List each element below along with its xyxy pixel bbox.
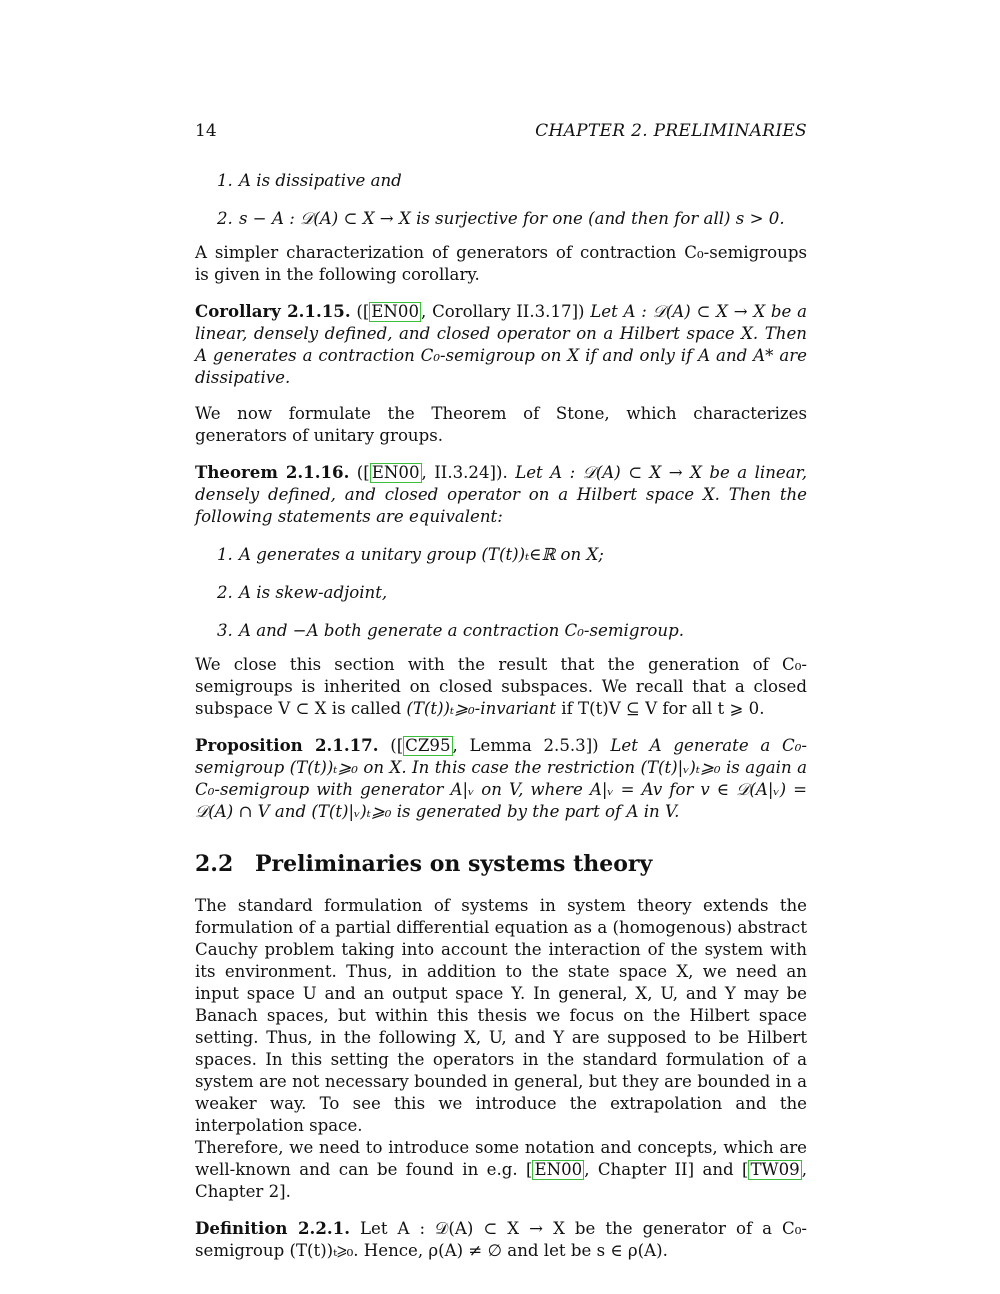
citation-link[interactable]: EN00 [534, 1160, 583, 1179]
page-number: 14 [195, 121, 217, 141]
definition-label: Definition 2.2.1. [195, 1218, 350, 1238]
paragraph: We now formulate the Theorem of Stone, which characterizes generators of unitary groups. [195, 404, 807, 445]
paragraph: Therefore, we need to introduce some notation and concepts, which are well-known and can be found in e.g. [ EN00 , Chapter II] and [ TW09 , Chapter 2]. [195, 1138, 807, 1201]
section-heading [195, 853, 807, 875]
definition-text: Let A : 𝒟(A) ⊂ X → X be the generator of a C₀-semigroup (T(t))ₜ⩾₀. Hence, ρ(A) ≠ ∅ and let be s ∈ ρ(A). [195, 1219, 807, 1260]
theorem-text: Let A : 𝒟(A) ⊂ X → X be a linear, densely defined, and closed operator on a Hilbert space X. Then the following statements are equivalent: [195, 463, 807, 526]
section-number: 2.2 [195, 851, 234, 877]
corollary-2-1-15: Corollary 2.1.15. ([ EN00 , Corollary II.3.17]) Let A : 𝒟(A) ⊂ X → X be a linear, densely defined, and closed operator on a Hilbert space X. Then A generates a contraction C₀-semigroup on X if and only if A and A* are dissipative. [195, 301, 807, 387]
list-item: 1. A is dissipative and [217, 171, 402, 190]
paragraph: The standard formulation of systems in system theory extends the formulation of a partial differential equation as a (homogenous) abstract Cauchy problem taking into account the interaction of the system with its environment. Thus, in addition to the state space X, we need an input space U and an output space Y. In general, X, U, and Y may be Banach spaces, but within this thesis we focus on the Hilbert space setting. Thus, in the following X, U, and Y are supposed to be Hilbert spaces. In this setting the operators in the standard formulation of a system are not necessary bounded in general, but they are bounded in a weaker way. To see this we introduce the extrapolation and the interpolation space. [195, 896, 807, 1135]
list-item: 1. A generates a unitary group (T(t))ₜ∈ℝ on X; [217, 545, 604, 564]
citation-link[interactable]: CZ95 [405, 736, 451, 755]
list-item: 2. A is skew-adjoint, [217, 583, 388, 602]
theorem-2-1-16: Theorem 2.1.16. ([ EN00 , II.3.24]). Let A : 𝒟(A) ⊂ X → X be a linear, densely defined, and closed operator on a Hilbert space X. Then the following statements are equivalent: [195, 462, 807, 526]
proposition-text: Let A generate a C₀-semigroup (T(t))ₜ⩾₀ on X. In this case the restriction (T(t)|ᵥ)ₜ⩾₀ is again a C₀-semigroup with generator A|ᵥ on V, where A|ᵥ = Av for v ∈ 𝒟(A|ᵥ) = 𝒟(A) ∩ V and (T(t)|ᵥ)ₜ⩾₀ is generated by the part of A in V. [195, 736, 807, 821]
citation-link[interactable]: TW09 [750, 1160, 800, 1179]
paragraph: A simpler characterization of generators of contraction C₀-semigroups is given in the following corollary. [195, 243, 807, 284]
paragraph: We close this section with the result that the generation of C₀-semigroups is inherited on closed subspaces. We recall that a closed subspace V ⊂ X is called (T(t))ₜ⩾₀-invariant if T(t)V ⊆ V for all t ⩾ 0. [195, 655, 807, 718]
stone-equivalence-list [195, 544, 807, 642]
chapter-title: CHAPTER 2. PRELIMINARIES [535, 121, 807, 141]
section-title: Preliminaries on systems theory [255, 851, 653, 877]
citation-link[interactable]: EN00 [371, 302, 420, 321]
corollary-text: Let A : 𝒟(A) ⊂ X → X be a linear, densely defined, and closed operator on a Hilbert space X. Then A generates a contraction C₀-semigroup on X if and only if A and A* are dissipative. [195, 302, 807, 387]
definition-2-2-1 [195, 1217, 807, 1262]
proposition-2-1-17: Proposition 2.1.17. ([ CZ95 , Lemma 2.5.3]) Let A generate a C₀-semigroup (T(t))ₜ⩾₀ on X. In this case the restriction (T(t)|ᵥ)ₜ⩾₀ is again a C₀-semigroup with generator A|ᵥ on V, where A|ᵥ = Av for v ∈ 𝒟(A|ᵥ) = 𝒟(A) ∩ V and (T(t)|ᵥ)ₜ⩾₀ is generated by the part of A in V. [195, 735, 807, 821]
theorem-label: Theorem 2.1.16. [195, 462, 350, 482]
list-item: 2. s − A : 𝒟(A) ⊂ X → X is surjective for one (and then for all) s > 0. [217, 209, 785, 228]
dissipative-list [195, 170, 807, 230]
corollary-label: Corollary 2.1.15. [195, 301, 351, 321]
proposition-label: Proposition 2.1.17. [195, 735, 379, 755]
list-item: 3. A and −A both generate a contraction C₀-semigroup. [217, 621, 684, 640]
page-body [195, 170, 807, 1276]
citation-link[interactable]: EN00 [371, 463, 420, 482]
